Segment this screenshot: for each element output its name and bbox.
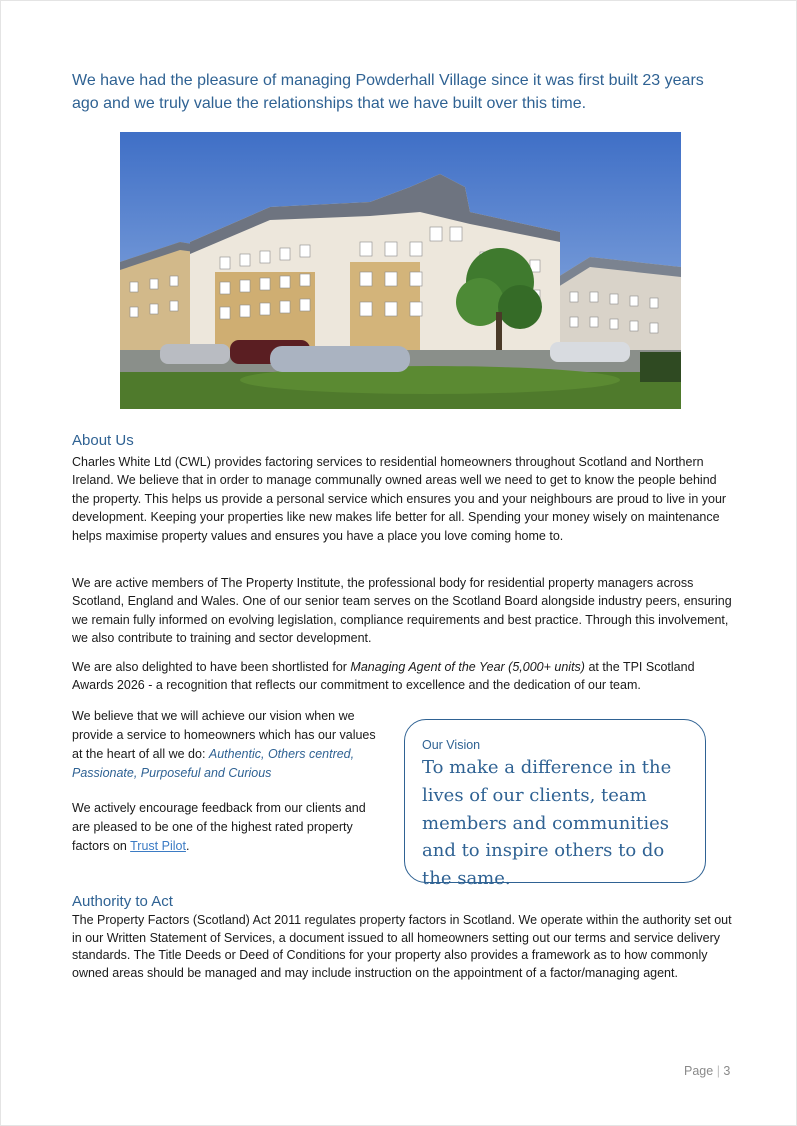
authority-heading: Authority to Act: [72, 893, 173, 910]
intro-text: We have had the pleasure of managing Powderhall Village since it was first built 23 years ago and we truly value the relationships that we have built over this time.: [72, 72, 704, 112]
about-heading: About Us: [72, 432, 134, 449]
values-paragraph: [72, 707, 377, 783]
award-text-before: We are also delighted to have been shortlisted for: [72, 660, 351, 674]
vision-box: [404, 719, 706, 890]
development-photo: [120, 132, 681, 409]
page-number: 3: [723, 1064, 731, 1078]
about-paragraph-1: Charles White Ltd (CWL) provides factoring services to residential homeowners throughout Scotland and Northern Ireland. We believe that in order to manage communally owned areas well we need to get to know the people behind the property. This helps us provide a personal service which ensures you and your neighbours are proud to live in your development. Keeping your properties like new makes life better for all. Spending your money wisely on maintenance helps maximise property values and ensures you have a place you love coming home to.: [72, 455, 727, 543]
vision-label: Our Vision: [422, 738, 481, 752]
award-name: Managing Agent of the Year (5,000+ units): [350, 660, 585, 674]
feedback-text: We actively encourage feedback from our clients and are pleased to be one of the highest rated property factors on: [72, 801, 366, 853]
values-intro: We believe that we will achieve our vision when we provide a service to homeowners which has our values at the heart of all we do:: [72, 709, 376, 761]
feedback-paragraph: [72, 799, 377, 856]
vision-statement: To make a difference in the lives of our clients, team members and communities and to inspire others to do the same.: [422, 757, 672, 890]
about-paragraph-2: We are active members of The Property Institute, the professional body for residential property managers across Scotland, England and Wales. One of our senior team serves on the Scotland Board alongside industry peers, ensuring we remain fully informed on evolving legislation, compliance requirements and best practice. Through this involvement, we also contribute to training and sector development.: [72, 576, 732, 646]
page-separator: |: [716, 1064, 720, 1078]
award-text-after: at the TPI Scotland Awards 2026 - a recognition that reflects our commitment to excellence and the dedication of our team.: [72, 660, 695, 693]
feedback-end: .: [185, 839, 190, 853]
page-footer: [684, 1064, 730, 1078]
page-label: Page: [684, 1064, 714, 1078]
about-paragraph-3: [72, 658, 732, 695]
authority-paragraph: The Property Factors (Scotland) Act 2011 regulates property factors in Scotland. We operate within the authority set out in our Written Statement of Services, a document issued to all homeowners setting out our terms and service delivery standards. The Title Deeds or Deed of Conditions for your property also provides a framework as to how commonly owned areas should be managed and may include instruction on the appointment of a factor/managing agent.: [72, 913, 732, 980]
values-list: Authentic, Others centred, Passionate, Purposeful and Curious: [72, 747, 355, 780]
trustpilot-link[interactable]: Trust Pilot: [130, 839, 186, 853]
